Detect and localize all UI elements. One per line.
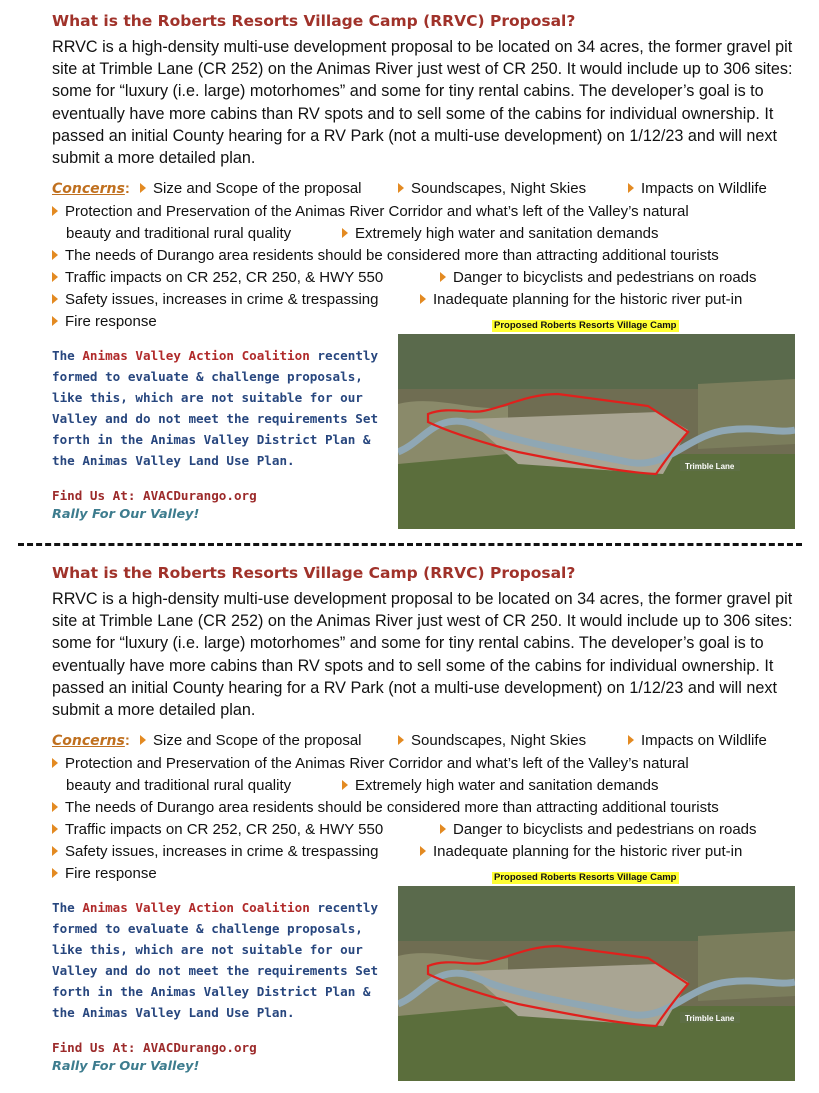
photo-caption: Proposed Roberts Resorts Village Camp [494, 320, 677, 331]
bullet-icon [52, 824, 58, 834]
concern-item: Safety issues, increases in crime & trespassing [65, 291, 379, 308]
concern-item-row [398, 732, 586, 750]
concern-item-row [420, 843, 742, 861]
bullet-icon [52, 206, 58, 216]
concern-item-row [342, 225, 659, 243]
bullet-icon [440, 272, 446, 282]
concern-item-row [52, 755, 689, 773]
photo-far-hills [398, 886, 795, 941]
trimble-lane-label: Trimble Lane [685, 462, 735, 471]
coalition-description: recently formed to evaluate & challenge proposals, like this, which are not suitable for our Valley and do not meet the requirements Set forth in the Animas Valley District Plan & the Animas Valley Land Use Plan. [52, 900, 379, 1020]
find-us-link[interactable]: Find Us At: AVACDurango.org [52, 488, 257, 503]
cut-line-divider [18, 543, 802, 546]
bullet-icon [52, 868, 58, 878]
concern-item: Extremely high water and sanitation demands [355, 777, 659, 794]
bullet-icon [342, 228, 348, 238]
concerns-colon: : [124, 180, 130, 197]
concern-item-row [52, 843, 378, 861]
bullet-icon [342, 780, 348, 790]
photo-field [698, 931, 795, 1001]
aerial-photo [398, 886, 795, 1081]
concern-item-row [420, 291, 742, 309]
bullet-icon [140, 183, 146, 193]
find-us-link[interactable]: Find Us At: AVACDurango.org [52, 1040, 257, 1055]
rally-slogan: Rally For Our Valley! [52, 1059, 200, 1074]
concern-item-row [52, 865, 157, 883]
concern-item-row [52, 203, 689, 221]
flyer-bottom [0, 552, 819, 1093]
concern-item: Inadequate planning for the historic river put-in [433, 843, 743, 860]
intro-paragraph: RRVC is a high-density multi-use development proposal to be located on 34 acres, the former gravel pit site at Trimble Lane (CR 252) on the Animas River just west of CR 250. It would include up to 306 sites: some for “luxury (i.e. large) motorhomes” and some for tiny rental cabins. The developer’s goal is to eventually have more cabins than RV spots and to sell some of the cabins for individual ownership. It passed an initial County hearing for a RV Park (not a multi-use development) on 1/12/23 and will next submit a more detailed plan. [52, 38, 793, 168]
coalition-the: The [52, 348, 75, 363]
bullet-icon [52, 758, 58, 768]
bullet-icon [52, 802, 58, 812]
concern-item-row [52, 291, 378, 309]
coalition-paragraph [52, 345, 382, 471]
bullet-icon [398, 183, 404, 193]
concerns-row-1 [52, 180, 362, 198]
concern-item: Fire response [65, 865, 157, 882]
flyer-top [0, 0, 819, 546]
concern-item: The needs of Durango area residents should be considered more than attracting additional tourists [65, 247, 719, 264]
photo-caption: Proposed Roberts Resorts Village Camp [494, 872, 677, 883]
concern-item: Impacts on Wildlife [641, 180, 767, 197]
coalition-name: Animas Valley Action Coalition [82, 900, 310, 915]
concerns-label: Concerns [52, 181, 125, 197]
bullet-icon [52, 272, 58, 282]
concern-item-continued: beauty and traditional rural quality [66, 225, 292, 242]
concern-item: Impacts on Wildlife [641, 732, 767, 749]
concern-item: Extremely high water and sanitation demands [355, 225, 659, 242]
bullet-icon [628, 183, 634, 193]
concern-item-row [52, 821, 383, 839]
concern-item: Inadequate planning for the historic river put-in [433, 291, 743, 308]
bullet-icon [52, 316, 58, 326]
concern-item: Protection and Preservation of the Animas River Corridor and what’s left of the Valley’s natural [65, 755, 689, 772]
concern-item-row [398, 180, 586, 198]
concerns-row-1 [52, 732, 362, 750]
concern-item: Traffic impacts on CR 252, CR 250, & HWY 550 [65, 269, 384, 286]
concern-item: Size and Scope of the proposal [153, 180, 362, 197]
concern-item-row [342, 777, 659, 795]
aerial-photo [398, 334, 795, 529]
trimble-lane-label: Trimble Lane [685, 1014, 735, 1023]
concern-item: The needs of Durango area residents should be considered more than attracting additional tourists [65, 799, 719, 816]
concern-item: Danger to bicyclists and pedestrians on roads [453, 821, 757, 838]
coalition-the: The [52, 900, 75, 915]
coalition-name: Animas Valley Action Coalition [82, 348, 310, 363]
bullet-icon [440, 824, 446, 834]
concern-item-row [628, 732, 767, 750]
concern-item-continued: beauty and traditional rural quality [66, 777, 292, 794]
concern-item: Fire response [65, 313, 157, 330]
bullet-icon [52, 294, 58, 304]
concern-item: Traffic impacts on CR 252, CR 250, & HWY 550 [65, 821, 384, 838]
bullet-icon [140, 735, 146, 745]
concern-item: Size and Scope of the proposal [153, 732, 362, 749]
concern-item: Safety issues, increases in crime & trespassing [65, 843, 379, 860]
bullet-icon [628, 735, 634, 745]
concern-item-row [628, 180, 767, 198]
concern-item: Protection and Preservation of the Animas River Corridor and what’s left of the Valley’s natural [65, 203, 689, 220]
concern-item-row [66, 777, 291, 795]
photo-field [698, 379, 795, 449]
concern-item-row [52, 247, 719, 265]
concern-item-row [52, 799, 719, 817]
photo-far-hills [398, 334, 795, 389]
concern-item-row [440, 269, 757, 287]
concerns-colon: : [124, 732, 130, 749]
flyer-title: What is the Roberts Resorts Village Camp (RRVC) Proposal? [52, 564, 576, 582]
concern-item-row [52, 313, 157, 331]
bullet-icon [420, 846, 426, 856]
concern-item-row [66, 225, 291, 243]
concern-item-row [52, 269, 383, 287]
concern-item: Soundscapes, Night Skies [411, 732, 587, 749]
concern-item: Danger to bicyclists and pedestrians on roads [453, 269, 757, 286]
concern-item-row [440, 821, 757, 839]
flyer-title: What is the Roberts Resorts Village Camp (RRVC) Proposal? [52, 12, 576, 30]
coalition-description: recently formed to evaluate & challenge proposals, like this, which are not suitable for our Valley and do not meet the requirements Set forth in the Animas Valley District Plan & the Animas Valley Land Use Plan. [52, 348, 379, 468]
bullet-icon [420, 294, 426, 304]
bullet-icon [52, 846, 58, 856]
intro-paragraph: RRVC is a high-density multi-use development proposal to be located on 34 acres, the former gravel pit site at Trimble Lane (CR 252) on the Animas River just west of CR 250. It would include up to 306 sites: some for “luxury (i.e. large) motorhomes” and some for tiny rental cabins. The developer’s goal is to eventually have more cabins than RV spots and to sell some of the cabins for individual ownership. It passed an initial County hearing for a RV Park (not a multi-use development) on 1/12/23 and will next submit a more detailed plan. [52, 590, 793, 720]
coalition-paragraph [52, 897, 382, 1023]
bullet-icon [52, 250, 58, 260]
concerns-label: Concerns [52, 733, 125, 749]
rally-slogan: Rally For Our Valley! [52, 507, 200, 522]
bullet-icon [398, 735, 404, 745]
concern-item: Soundscapes, Night Skies [411, 180, 587, 197]
